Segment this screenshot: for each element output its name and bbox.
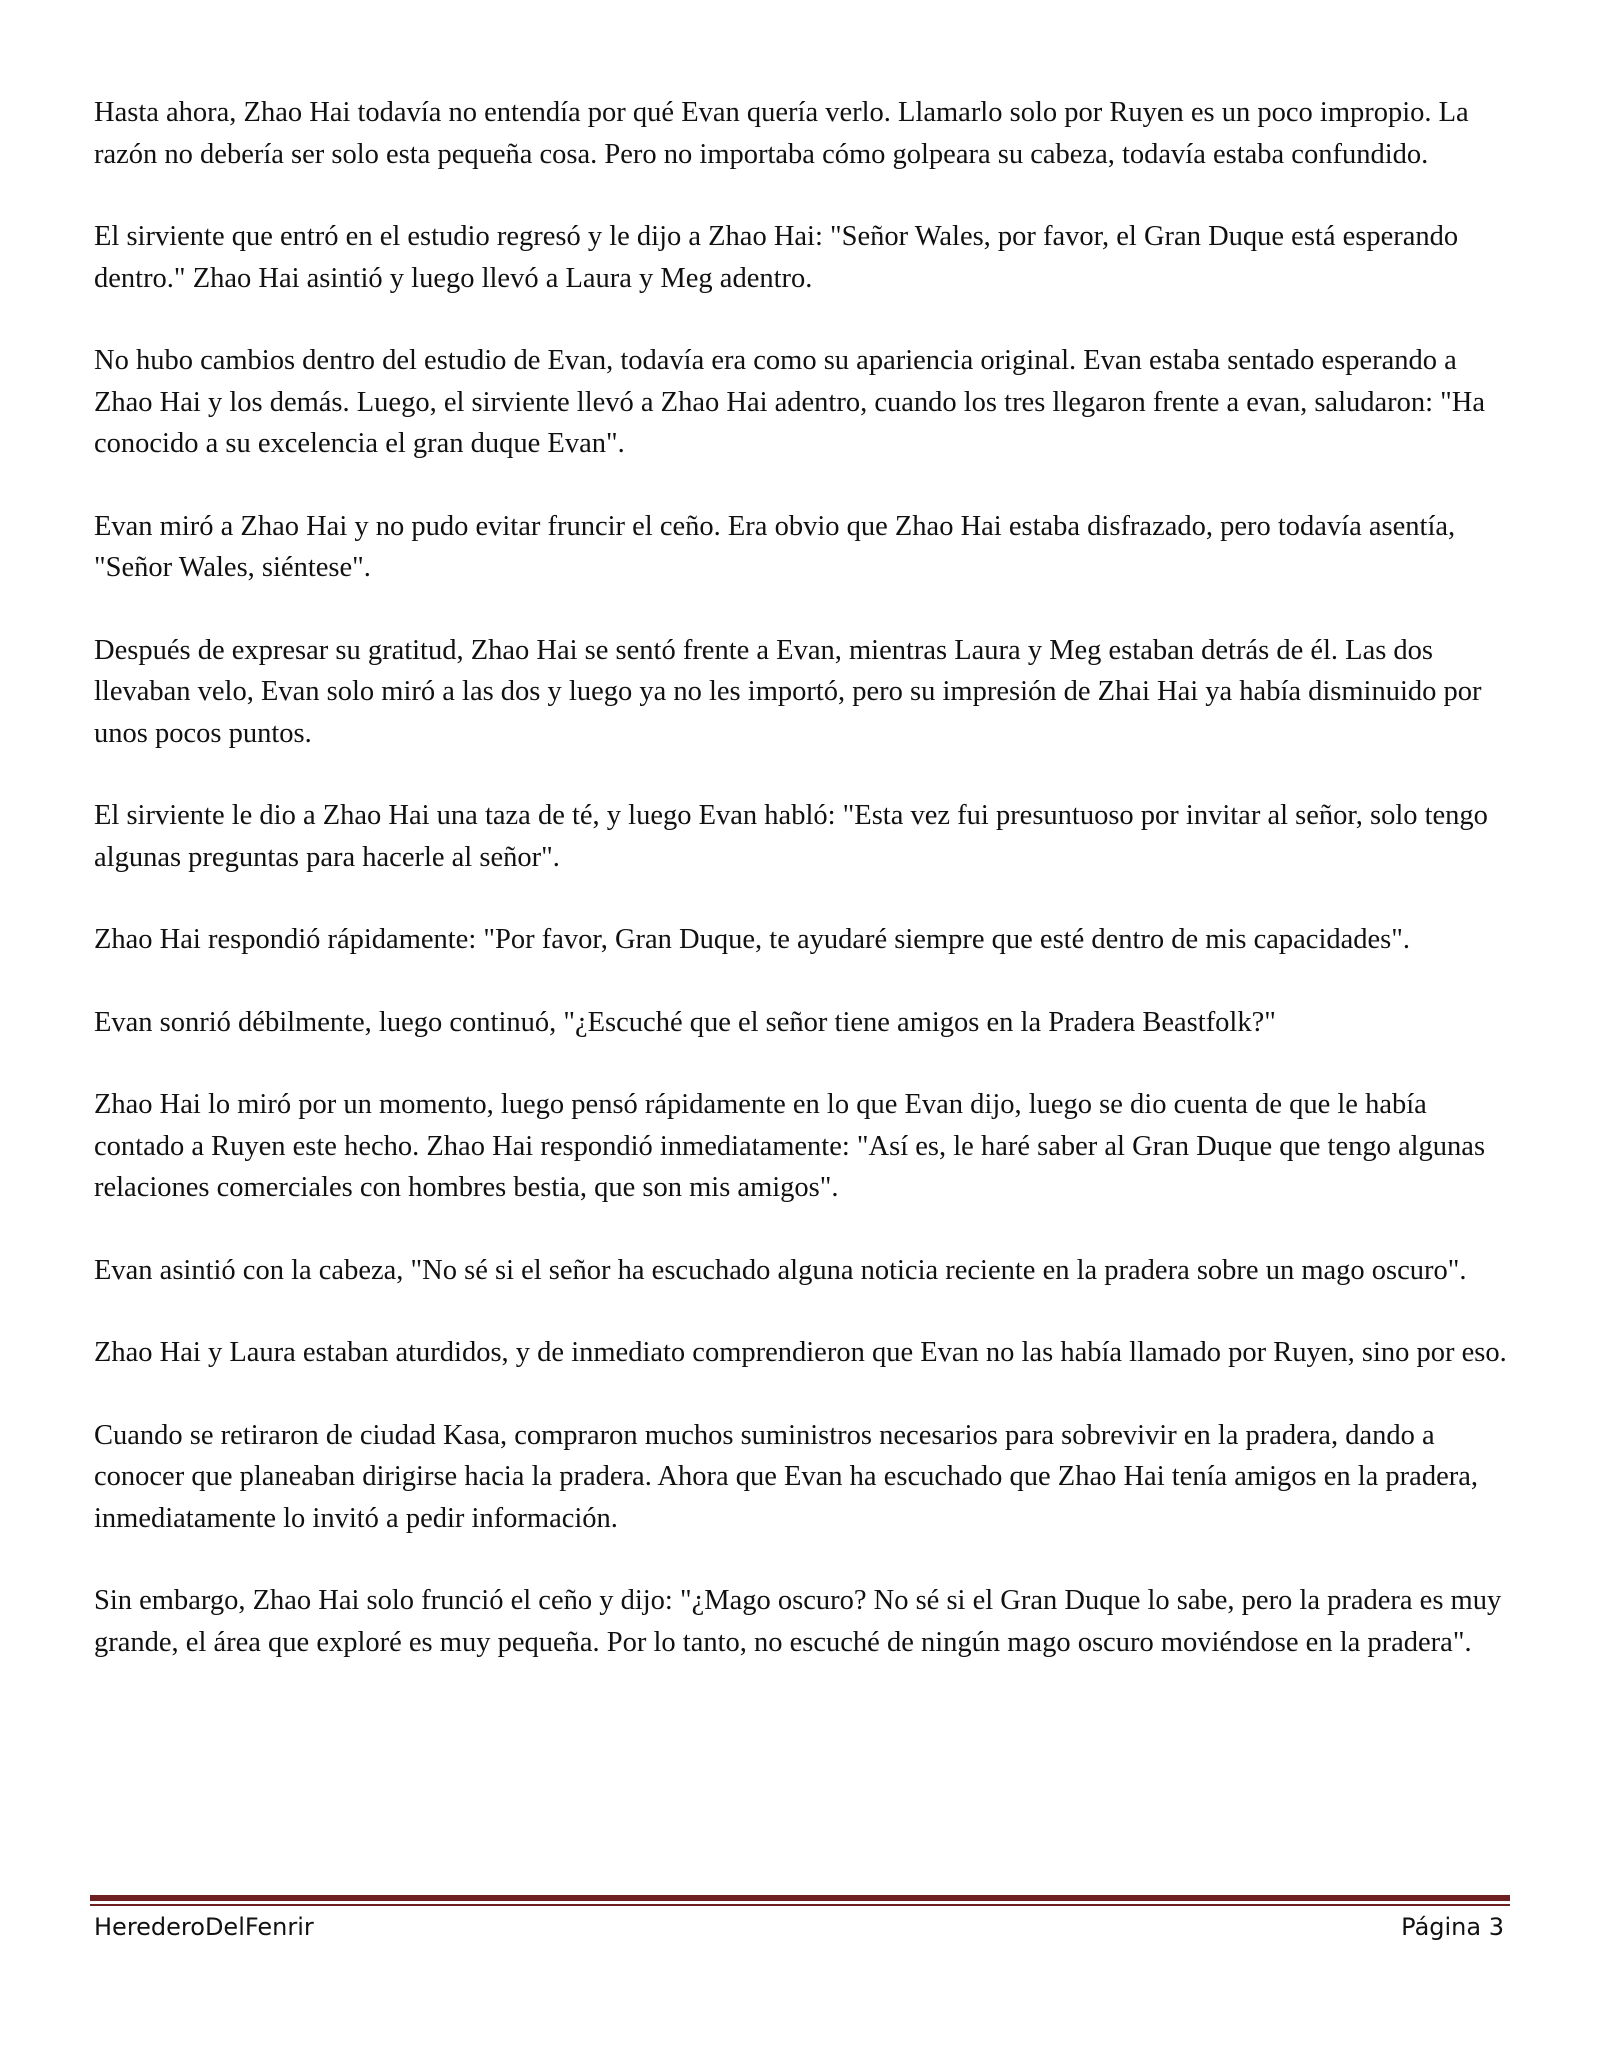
body-text [94,92,1512,1704]
footer-rule-thick [90,1895,1510,1901]
paragraph-11: Zhao Hai y Laura estaban aturdidos, y de inmediato comprendieron que Evan no las había llamado por Ruyen, sino por eso. [94,1337,1507,1368]
paragraph-3: No hubo cambios dentro del estudio de Evan, todavía era como su apariencia original. Evan estaba sentado esperando a Zhao Hai y los demás. Luego, el sirviente llevó a Zhao Hai adentro, cuando los tres llegaron frente a evan, saludaron: "Ha conocido a su excelencia el gran duque Evan". [94,345,1486,459]
paragraph-7: Zhao Hai respondió rápidamente: "Por favor, Gran Duque, te ayudaré siempre que esté dentro de mis capacidades". [94,924,1411,955]
footer-page-number: Página 3 [1401,1913,1504,1941]
paragraph-9: Zhao Hai lo miró por un momento, luego pensó rápidamente en lo que Evan dijo, luego se dio cuenta de que le había contado a Ruyen este hecho. Zhao Hai respondió inmediatamente: "Así es, le haré saber al Gran Duque que tengo algunas relaciones comerciales con hombres bestia, que son mis amigos". [94,1089,1486,1203]
paragraph-5: Después de expresar su gratitud, Zhao Hai se sentó frente a Evan, mientras Laura y Meg estaban detrás de él. Las dos llevaban velo, Evan solo miró a las dos y luego ya no les importó, pero su impresión de Zhai Hai ya había disminuido por unos pocos puntos. [94,634,1482,749]
paragraph-8: Evan sonrió débilmente, luego continuó, "¿Escuché que el señor tiene amigos en la Pradera Beastfolk?" [94,1006,1276,1038]
paragraph-2: El sirviente que entró en el estudio regresó y le dijo a Zhao Hai: "Señor Wales, por favor, el Gran Duque está esperando dentro." Zhao Hai asintió y luego llevó a Laura y Meg adentro. [94,221,1459,294]
paragraph-1: Hasta ahora, Zhao Hai todavía no entendía por qué Evan quería verlo. Llamarlo solo por Ruyen es un poco impropio. La razón no debería ser solo esta pequeña cosa. Pero no importaba cómo golpeara su cabeza, todavía estaba confundido. [94,97,1469,170]
paragraph-6: El sirviente le dio a Zhao Hai una taza de té, y luego Evan habló: "Esta vez fui presuntuoso por invitar al señor, solo tengo algunas preguntas para hacerle al señor". [94,800,1488,873]
footer-author: HerederoDelFenrir [94,1913,314,1941]
paragraph-4: Evan miró a Zhao Hai y no pudo evitar fruncir el ceño. Era obvio que Zhao Hai estaba disfrazado, pero todavía asentía, "Señor Wales, siéntese". [94,510,1456,583]
paragraph-13: Sin embargo, Zhao Hai solo frunció el ceño y dijo: "¿Mago oscuro? No sé si el Gran Duque lo sabe, pero la pradera es muy grande, el área que exploré es muy pequeña. Por lo tanto, no escuché de ningún mago oscuro moviéndose en la pradera". [94,1585,1502,1658]
paragraph-12: Cuando se retiraron de ciudad Kasa, compraron muchos suministros necesarios para sobrevivir en la pradera, dando a conocer que planeaban dirigirse hacia la pradera. Ahora que Evan ha escuchado que Zhao Hai tenía amigos en la pradera, inmediatamente lo invitó a pedir información. [94,1419,1478,1534]
footer-rule-thin [90,1904,1510,1906]
paragraph-10: Evan asintió con la cabeza, "No sé si el señor ha escuchado alguna noticia reciente en la pradera sobre un mago oscuro". [94,1254,1467,1286]
